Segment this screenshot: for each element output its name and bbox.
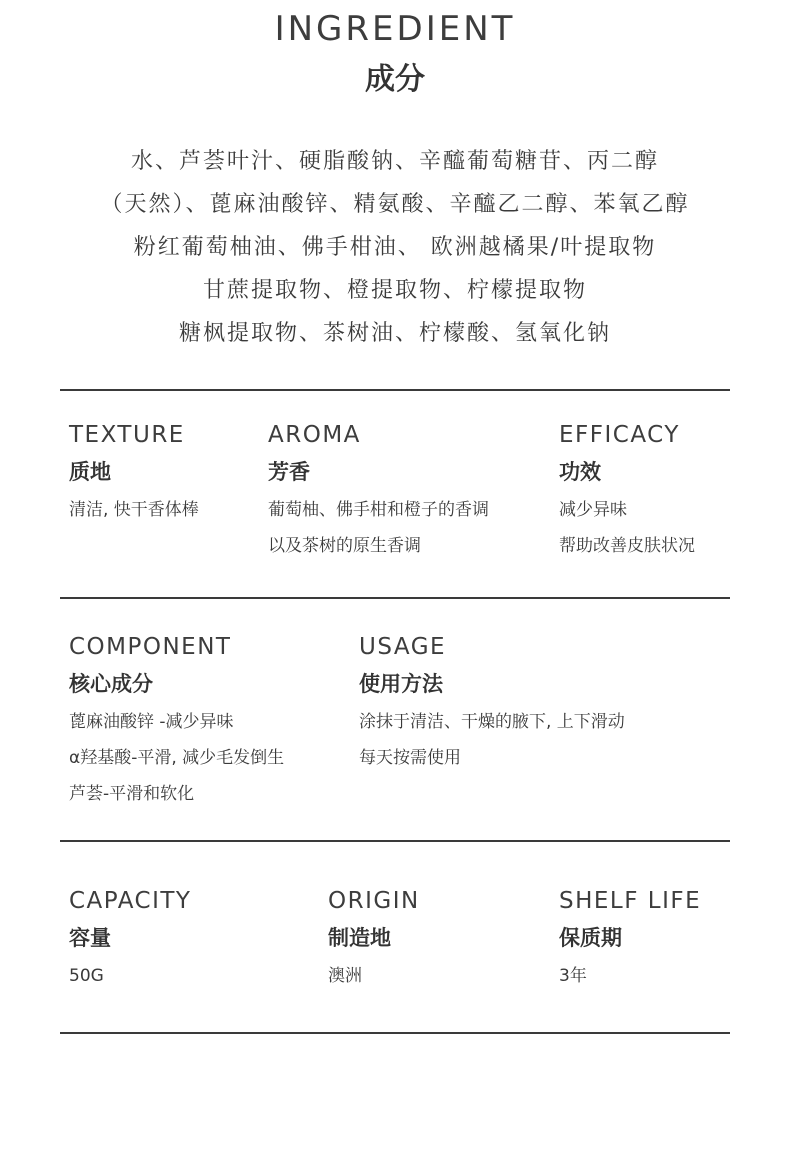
divider: [60, 840, 730, 842]
capacity-value: 50G: [69, 966, 104, 986]
usage-label-en: USAGE: [359, 634, 447, 660]
usage-label-cn: 使用方法: [359, 672, 443, 696]
aroma-desc: 葡萄柚、佛手柑和橙子的香调: [268, 500, 489, 520]
texture-section: [69, 420, 199, 528]
component-label-cn: 核心成分: [69, 672, 153, 696]
origin-label-cn: 制造地: [328, 926, 391, 950]
divider: [60, 389, 730, 391]
efficacy-desc: 帮助改善皮肤状况: [559, 536, 695, 556]
origin-value: 澳洲: [328, 966, 362, 986]
page-title-cn: 成分: [365, 62, 425, 97]
texture-label-en: TEXTURE: [69, 422, 185, 448]
efficacy-label-cn: 功效: [559, 460, 601, 484]
origin-label-en: ORIGIN: [328, 888, 420, 914]
efficacy-desc: 减少异味: [559, 500, 627, 520]
usage-section: [359, 632, 625, 776]
ingredient-line: 甘蔗提取物、橙提取物、柠檬提取物: [202, 278, 587, 303]
aroma-label-en: AROMA: [268, 422, 361, 448]
usage-desc: 每天按需使用: [359, 748, 461, 768]
capacity-label-en: CAPACITY: [69, 888, 192, 914]
origin-section: [328, 886, 420, 994]
efficacy-section: [559, 420, 695, 564]
ingredient-line: （天然）、蓖麻油酸锌、精氨酸、辛醯乙二醇、苯氧乙醇: [100, 192, 690, 217]
usage-desc: 涂抹于清洁、干燥的腋下, 上下滑动: [359, 712, 625, 732]
ingredient-line: 水、芦荟叶汁、硬脂酸钠、辛醯葡萄糖苷、丙二醇: [130, 149, 659, 174]
ingredient-line: 糖枫提取物、茶树油、柠檬酸、氢氧化钠: [178, 321, 611, 346]
page-title-en: INGREDIENT: [274, 9, 516, 49]
capacity-section: [69, 886, 191, 994]
divider: [60, 597, 730, 599]
component-desc: 芦荟-平滑和软化: [69, 784, 195, 804]
ingredient-line: 粉红葡萄柚油、佛手柑油、 欧洲越橘果/叶提取物: [133, 235, 657, 260]
shelf-life-value: 3年: [559, 966, 587, 986]
component-label-en: COMPONENT: [69, 634, 232, 660]
divider: [60, 1032, 730, 1034]
shelf-life-section: [559, 886, 701, 994]
capacity-label-cn: 容量: [69, 926, 111, 950]
component-section: [69, 632, 284, 812]
texture-desc: 清洁, 快干香体棒: [69, 500, 199, 520]
shelf-life-label-en: SHELF LIFE: [559, 888, 702, 914]
aroma-section: [268, 420, 489, 564]
efficacy-label-en: EFFICACY: [559, 422, 680, 448]
texture-label-cn: 质地: [69, 460, 111, 484]
header: [0, 8, 790, 100]
shelf-life-label-cn: 保质期: [559, 926, 622, 950]
aroma-label-cn: 芳香: [268, 460, 310, 484]
component-desc: 蓖麻油酸锌 -减少异味: [69, 712, 234, 732]
ingredient-list: [0, 140, 790, 355]
component-desc: α羟基酸-平滑, 减少毛发倒生: [69, 748, 285, 768]
aroma-desc: 以及茶树的原生香调: [268, 536, 421, 556]
